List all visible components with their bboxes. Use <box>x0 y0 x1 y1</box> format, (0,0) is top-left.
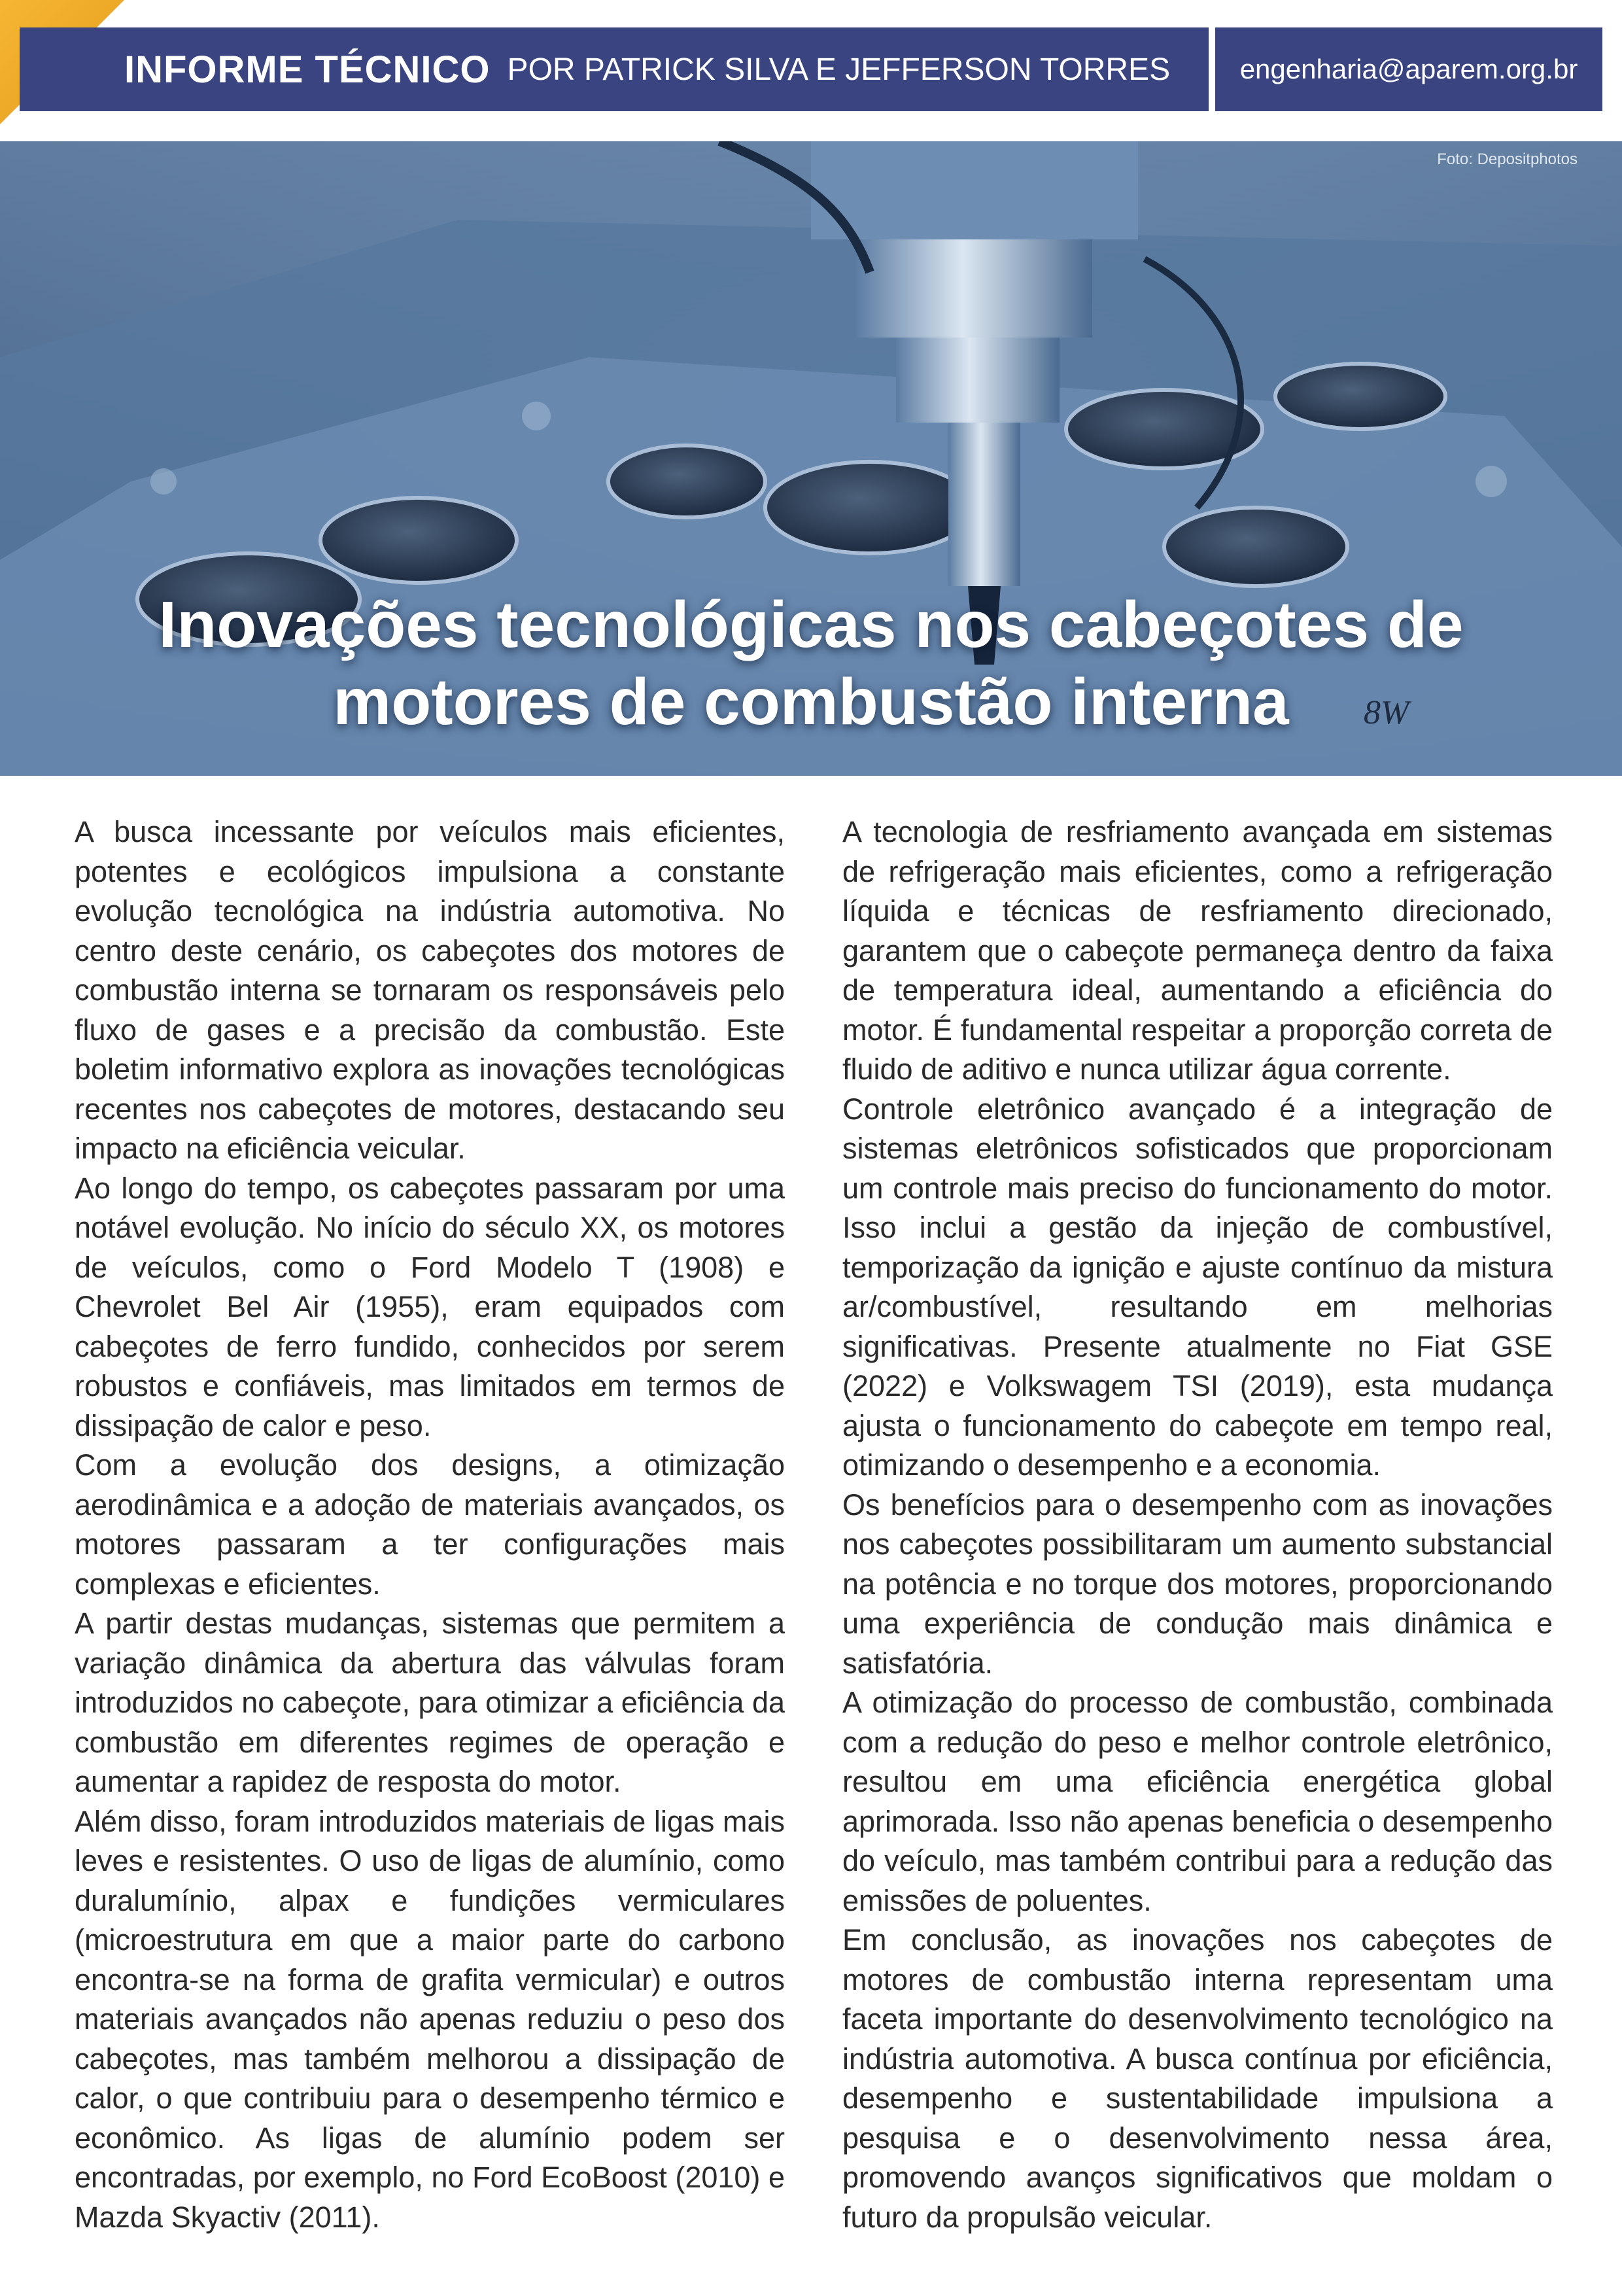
paragraph: A busca incessante por veículos mais eficientes, potentes e ecológicos impulsiona a constante evolução tecnológica na indústria automotiva. No centro deste cenário, os cabeçotes dos motores de combustão interna se tornaram os responsáveis pelo fluxo de gases e a precisão da combustão. Este boletim informativo explora as inovações tecnológicas recentes nos cabeçotes de motores, destacando seu impacto na eficiência veicular. <box>75 815 785 1165</box>
left-column <box>75 812 785 2237</box>
part-mark: 8W <box>1364 694 1409 731</box>
paragraph: Controle eletrônico avançado é a integração de sistemas eletrônicos sofisticados que proporcionam um controle mais preciso do funcionamento do motor. Isso inclui a gestão da injeção de combustível, temporização da ignição e ajuste contínuo da mistura ar/combustível, resultando em melhorias significativas. Presente atualmente no Fiat GSE (2022) e Volkswagem TSI (2019), esta mudança ajusta o funcionamento do cabeçote em tempo real, otimizando o desempenho e a economia. <box>842 1092 1553 1482</box>
article-body <box>75 812 1553 2237</box>
article-title-line-1: Inovações tecnológicas nos cabeçotes de <box>158 588 1464 661</box>
authors-line: POR PATRICK SILVA E JEFFERSON TORRES <box>507 52 1171 87</box>
hero-image <box>0 141 1622 776</box>
paragraph: Além disso, foram introduzidos materiais de ligas mais leves e resistentes. O uso de ligas de alumínio, como duralumínio, alpax e fundições vermiculares (microestrutura em que a maior parte do carbono encontra-se na forma de grafita vermicular) e outros materiais avançados não apenas reduziu o peso dos cabeçotes, mas também melhorou a dissipação de calor, o que contribuiu para o desempenho térmico e econômico. As ligas de alumínio podem ser encontradas, por exemplo, no Ford EcoBoost (2010) e Mazda Skyactiv (2011). <box>75 1804 785 2234</box>
paragraph: Ao longo do tempo, os cabeçotes passaram por uma notável evolução. No início do século XX, os motores de veículos, como o Ford Modelo T (1908) e Chevrolet Bel Air (1955), eram equipados com cabeçotes de ferro fundido, conhecidos por serem robustos e confiáveis, mas limitados em termos de dissipação de calor e peso. <box>75 1171 785 1442</box>
photo-credit: Foto: Depositphotos <box>1437 150 1578 168</box>
header-divider <box>1209 27 1215 111</box>
paragraph: A tecnologia de resfriamento avançada em sistemas de refrigeração mais eficientes, como a refrigeração líquida e técnicas de resfriamento direcionado, garantem que o cabeçote permaneça dentro da faixa de temperatura ideal, aumentando a eficiência do motor. É fundamental respeitar a proporção correta de fluido de aditivo e nunca utilizar água corrente. <box>842 815 1553 1086</box>
paragraph: Em conclusão, as inovações nos cabeçotes de motores de combustão interna representam uma faceta importante do desenvolvimento tecnológico na indústria automotiva. A busca contínua por eficiência, desempenho e sustentabilidade impulsiona a pesquisa e o desenvolvimento nessa área, promovendo avanços significativos que moldam o futuro da propulsão veicular. <box>842 1923 1553 2234</box>
article-title <box>0 586 1622 740</box>
section-label: INFORME TÉCNICO <box>124 48 491 91</box>
paragraph: A partir destas mudanças, sistemas que permitem a variação dinâmica da abertura das válvulas foram introduzidos no cabeçote, para otimizar a eficiência da combustão em diferentes regimes de operação e aumentar a rapidez de resposta do motor. <box>75 1607 785 1798</box>
header-left <box>124 27 1170 111</box>
paragraph: A otimização do processo de combustão, combinada com a redução do peso e melhor controle eletrônico, resultou em uma eficiência energética global aprimorada. Isso não apenas beneficia o desempenho do veículo, mas também contribui para a redução das emissões de poluentes. <box>842 1686 1553 1917</box>
right-column <box>842 812 1553 2237</box>
paragraph: Os benefícios para o desempenho com as inovações nos cabeçotes possibilitaram um aumento substancial na potência e no torque dos motores, proporcionando uma experiência de condução mais dinâmica e satisfatória. <box>842 1487 1553 1680</box>
contact-email[interactable]: engenharia@aparem.org.br <box>1239 54 1578 84</box>
article-title-line-2: motores de combustão interna <box>333 665 1289 739</box>
paragraph: Com a evolução dos designs, a otimização aerodinâmica e a adoção de materiais avançados, os motores passaram a ter configurações mais complexas e eficientes. <box>75 1448 785 1601</box>
